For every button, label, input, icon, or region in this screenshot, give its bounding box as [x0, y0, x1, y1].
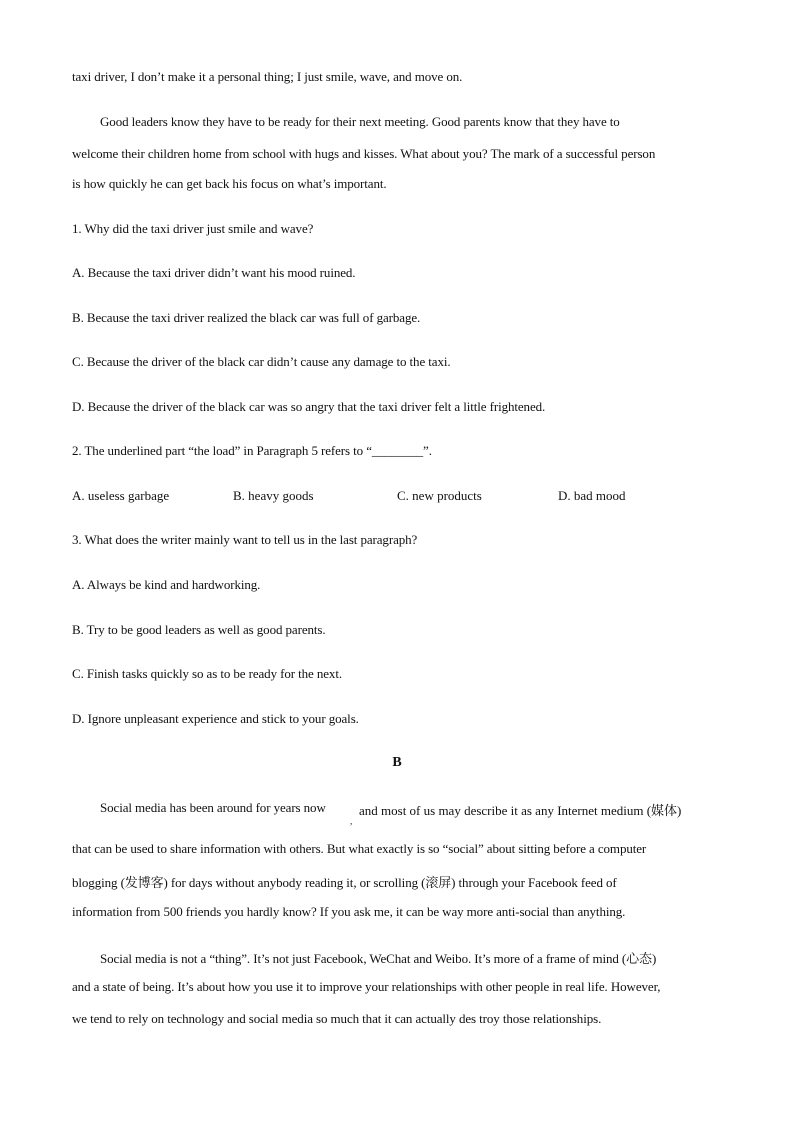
question-3-stem: 3. What does the writer mainly want to tell us in the last paragraph? — [72, 532, 418, 547]
question-3-option-b: B. Try to be good leaders as well as good parents. — [72, 622, 326, 637]
question-1-option-d: D. Because the driver of the black car was so angry that the taxi driver felt a little frightened. — [72, 399, 546, 414]
question-2-stem: 2. The underlined part “the load” in Paragraph 5 refers to “________”. — [72, 443, 432, 458]
question-1-option-b: B. Because the taxi driver realized the black car was full of garbage. — [72, 310, 421, 325]
question-1-option-c: C. Because the driver of the black car didn’t cause any damage to the taxi. — [72, 354, 451, 369]
question-2-option-c: C. new products — [397, 488, 482, 503]
passage-a-tail-line: taxi driver, I don’t make it a personal thing; I just smile, wave, and move on. — [72, 69, 463, 84]
paragraph-line: information from 500 friends you hardly know? If you ask me, it can be way more anti-social than anything. — [72, 904, 626, 919]
question-2-option-d: D. bad mood — [558, 488, 626, 503]
paragraph-line: we tend to rely on technology and social media so much that it can actually des troy those relationships. — [72, 1011, 602, 1026]
paragraph-line: and a state of being. It’s about how you use it to improve your relationships with other people in real life. However, — [72, 979, 661, 994]
comma-mark: , — [350, 816, 353, 826]
question-2-option-a: A. useless garbage — [72, 488, 170, 503]
question-2-option-b: B. heavy goods — [233, 488, 314, 503]
paragraph-line: welcome their children home from school with hugs and kisses. What about you? The mark of a successful person — [72, 146, 656, 161]
paragraph-line: and most of us may describe it as any Internet medium (媒体) — [359, 803, 682, 818]
question-1-option-a: A. Because the taxi driver didn’t want his mood ruined. — [72, 265, 356, 280]
paragraph-line: that can be used to share information with others. But what exactly is so “social” about sitting before a computer — [72, 841, 647, 856]
section-heading-b: B — [392, 755, 402, 770]
question-1-stem: 1. Why did the taxi driver just smile and wave? — [72, 221, 314, 236]
paragraph-line: blogging (发博客) for days without anybody reading it, or scrolling (滚屏) through your Facebook feed of — [72, 875, 617, 890]
paragraph-line: Social media is not a “thing”. It’s not just Facebook, WeChat and Weibo. It’s more of a frame of mind (心态) — [100, 951, 657, 966]
question-3-option-d: D. Ignore unpleasant experience and stick to your goals. — [72, 711, 359, 726]
paragraph-line: Good leaders know they have to be ready for their next meeting. Good parents know that they have to — [100, 114, 620, 129]
question-3-option-c: C. Finish tasks quickly so as to be ready for the next. — [72, 666, 342, 681]
question-3-option-a: A. Always be kind and hardworking. — [72, 577, 261, 592]
paragraph-line: Social media has been around for years now — [100, 800, 326, 815]
paragraph-line: is how quickly he can get back his focus on what’s important. — [72, 176, 387, 191]
